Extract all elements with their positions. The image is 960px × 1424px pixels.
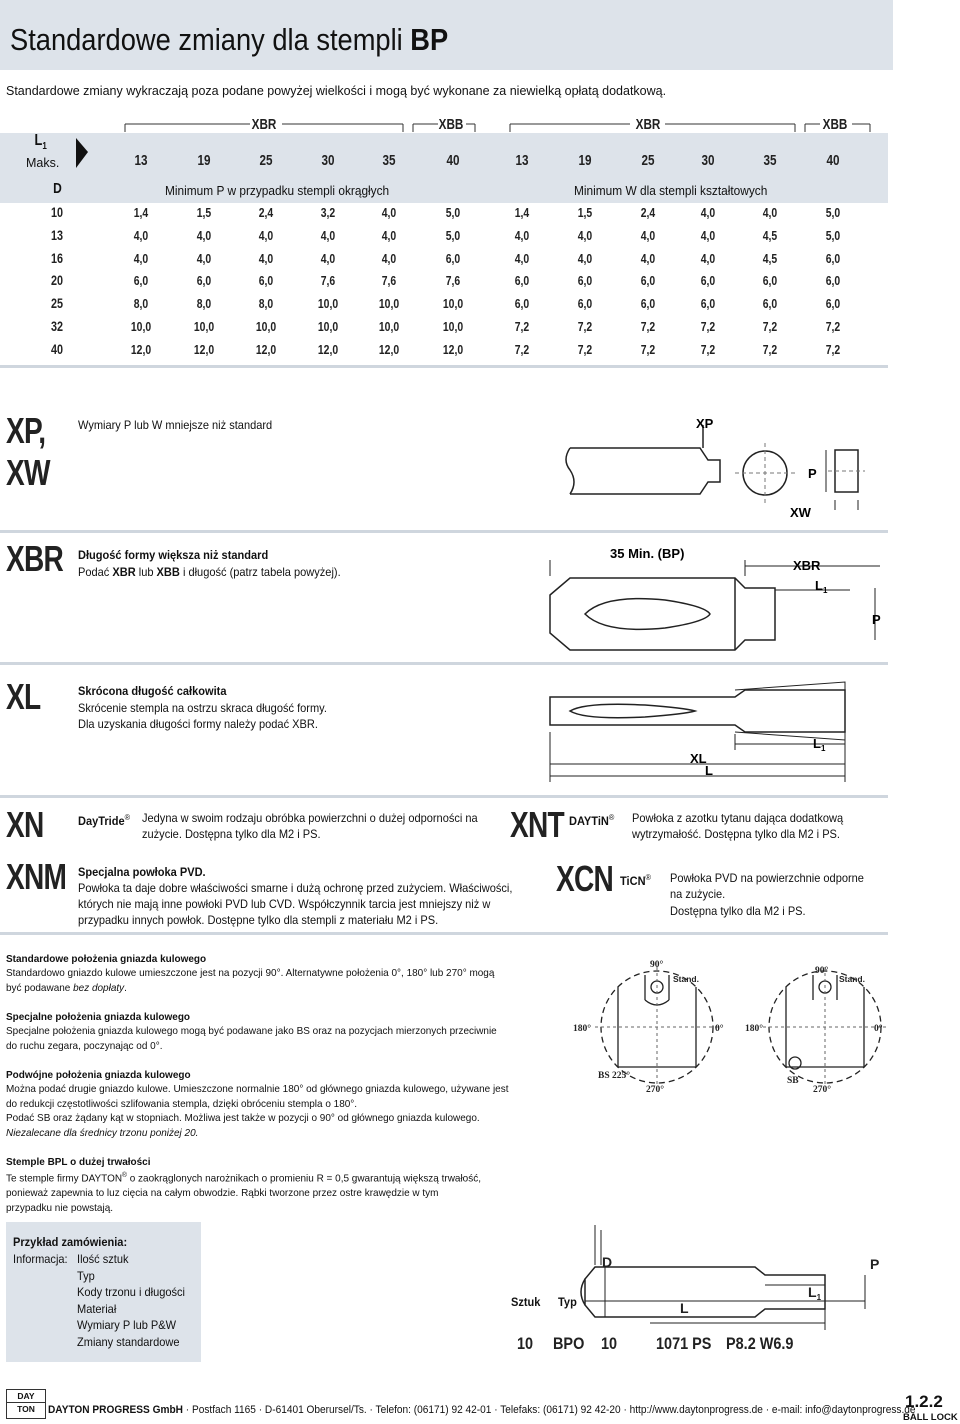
divider bbox=[0, 530, 888, 533]
cell-round: 8,0 bbox=[258, 296, 274, 312]
xnt-brand: DAYTiN® bbox=[569, 813, 615, 828]
diag2-sb: SB bbox=[787, 1076, 799, 1086]
cell-shaped: 5,0 bbox=[825, 227, 841, 243]
maks-label: Maks. bbox=[26, 156, 60, 170]
order-item: Zmiany standardowe bbox=[77, 1334, 180, 1349]
diag2-stand: Stand. bbox=[839, 974, 865, 984]
dayton-logo: DAY TON bbox=[6, 1389, 46, 1419]
cell-shaped: 7,2 bbox=[825, 319, 841, 334]
cell-shaped: 1,5 bbox=[577, 205, 593, 220]
cell-shaped: 7,2 bbox=[700, 319, 716, 334]
order-code-part: BPO bbox=[553, 1334, 585, 1353]
order-code-part: 10 bbox=[517, 1334, 534, 1353]
cell-round: 8,0 bbox=[196, 296, 212, 312]
cell-round: 1,5 bbox=[196, 205, 212, 220]
page-number: 1.2.2 bbox=[905, 1392, 943, 1411]
col-header-shaped: 30 bbox=[701, 152, 715, 169]
d-value: 25 bbox=[50, 296, 64, 312]
xcn-text-1: Powłoka PVD na powierzchnie odporne na zużycie. bbox=[670, 871, 864, 901]
divider bbox=[0, 662, 888, 665]
diag1-180: 180° bbox=[573, 1024, 592, 1034]
col-header-round: 13 bbox=[134, 152, 148, 169]
xl-text-1: Skrócenie stempla na ostrzu skraca długość formy. bbox=[78, 701, 327, 715]
col-header-shaped: 13 bbox=[515, 152, 529, 169]
group-xbb-round: XBB bbox=[438, 116, 464, 133]
col-header-shaped: 25 bbox=[641, 152, 655, 169]
cell-shaped: 6,0 bbox=[577, 296, 593, 312]
cell-shaped: 4,0 bbox=[640, 250, 656, 266]
divider bbox=[0, 795, 888, 798]
l1-label: $L_1$ bbox=[34, 132, 47, 153]
diag1-270: 270° bbox=[646, 1085, 665, 1095]
xnm-title: Specjalna powłoka PVD. bbox=[78, 865, 206, 879]
code-xn: XN bbox=[6, 804, 44, 845]
d-dim-label: D bbox=[602, 1254, 613, 1270]
cell-shaped: 7,2 bbox=[825, 341, 841, 357]
footer-text: DAYTON PROGRESS GmbH · Postfach 1165 · D-61401 Oberursel/Ts. · Telefon: (06171) 92 42-01 · Telefaks: (06171) 92 42-20 · http://www.daytonprogress.de · e-mail: info@daytonprogress.de bbox=[48, 1404, 916, 1416]
cell-round: 7,6 bbox=[445, 273, 461, 289]
cell-shaped: 7,2 bbox=[577, 319, 593, 334]
d-value: 32 bbox=[50, 319, 64, 334]
dbl-text-2: Podać SB oraz żądany kąt w stopniach. Możliwa jest także w pozycji o 90° od głównego gniazda kulowego. bbox=[6, 1112, 480, 1124]
cell-round: 7,6 bbox=[381, 273, 397, 289]
cell-round: 10,0 bbox=[193, 319, 215, 334]
cell-round: 5,0 bbox=[445, 205, 461, 220]
cell-shaped: 4,5 bbox=[762, 250, 778, 266]
code-xw: XW bbox=[6, 452, 50, 493]
cell-round: 10,0 bbox=[130, 319, 152, 334]
cell-shaped: 4,0 bbox=[700, 205, 716, 220]
cell-shaped: 6,0 bbox=[514, 273, 530, 289]
cell-round: 4,0 bbox=[196, 250, 212, 266]
std-text: Standardowo gniazdo kulowe umieszczone jest na pozycji 90°. Alternatywne położenia 0°, 180° lub 270° mogą być podawane bez dopłaty. bbox=[6, 967, 495, 994]
cell-shaped: 4,0 bbox=[514, 227, 530, 243]
l1-dim-label: $L_1$ bbox=[815, 578, 828, 595]
bpl-title: Stemple BPL o dużej trwałości bbox=[6, 1156, 151, 1168]
cell-round: 4,0 bbox=[320, 227, 336, 243]
p-dim-label: P bbox=[870, 1256, 880, 1272]
cell-shaped: 7,2 bbox=[700, 341, 716, 357]
xbr-diagram bbox=[545, 540, 890, 660]
diag1-bs: BS 225° bbox=[598, 1071, 631, 1081]
cell-round: 10,0 bbox=[442, 296, 464, 312]
d-label: D bbox=[53, 180, 62, 197]
page-subtitle: Standardowe zmiany wykraczają poza podane powyżej wielkości i mogą być wykonane za niewielką opłatą dodatkową. bbox=[6, 84, 667, 98]
cell-shaped: 7,2 bbox=[640, 319, 656, 334]
dbl-text-1: Można podać drugie gniazdo kulowe. Umieszczone normalnie 180° od głównego gniazda kulowego, używane jest do redukcji częstotliwości szlifowania stempla, dzięki obróceniu stempla o 180°. bbox=[6, 1083, 509, 1110]
cell-shaped: 7,2 bbox=[762, 319, 778, 334]
xl-title: Skrócona długość całkowita bbox=[78, 684, 227, 698]
group-xbr-shaped: XBR bbox=[635, 116, 661, 133]
spec-text: Specjalne położenia gniazda kulowego mogą być podawane jako BS oraz na pozycjach mierzonych przeciwnie do ruchu zegara, poczynając od 0°. bbox=[6, 1025, 497, 1052]
cell-shaped: 6,0 bbox=[577, 273, 593, 289]
cell-round: 4,0 bbox=[133, 250, 149, 266]
xl-diagram bbox=[545, 672, 890, 790]
xp-label: XP bbox=[696, 416, 714, 431]
cell-shaped: 6,0 bbox=[762, 296, 778, 312]
cell-shaped: 6,0 bbox=[700, 296, 716, 312]
cell-shaped: 6,0 bbox=[825, 250, 841, 266]
cell-round: 2,4 bbox=[258, 205, 274, 220]
cell-shaped: 4,0 bbox=[514, 250, 530, 266]
cell-shaped: 1,4 bbox=[514, 205, 530, 220]
cell-round: 5,0 bbox=[445, 227, 461, 243]
xp-diagram bbox=[560, 410, 890, 525]
order-item: Materiał bbox=[77, 1301, 117, 1316]
std-title: Standardowe położenia gniazda kulowego bbox=[6, 953, 207, 965]
col-header-round: 30 bbox=[321, 152, 335, 169]
l1-dim-label: $L_1$ bbox=[808, 1284, 822, 1302]
xw-label: XW bbox=[790, 505, 811, 520]
xn-brand: DayTride® bbox=[78, 813, 131, 828]
d-value: 10 bbox=[50, 205, 64, 220]
cell-shaped: 7,2 bbox=[514, 319, 530, 334]
order-code-part: P8.2 W6.9 bbox=[726, 1334, 794, 1353]
cell-shaped: 6,0 bbox=[762, 273, 778, 289]
cell-round: 4,0 bbox=[381, 250, 397, 266]
l-label: L bbox=[705, 763, 713, 778]
diag2-90: 90° bbox=[815, 966, 829, 976]
order-title: Przykład zamówienia: bbox=[13, 1235, 128, 1249]
order-info-label: Informacja: bbox=[13, 1252, 68, 1266]
dbl-text-italic: Niezalecane dla średnicy trzonu poniżej 20. bbox=[6, 1127, 199, 1139]
cell-shaped: 5,0 bbox=[825, 205, 841, 220]
cell-round: 12,0 bbox=[442, 341, 464, 357]
cell-round: 8,0 bbox=[133, 296, 149, 312]
cell-round: 10,0 bbox=[442, 319, 464, 334]
diag2-180: 180° bbox=[745, 1024, 764, 1034]
cell-shaped: 6,0 bbox=[700, 273, 716, 289]
cell-round: 12,0 bbox=[255, 341, 277, 357]
cell-round: 4,0 bbox=[258, 227, 274, 243]
cell-shaped: 6,0 bbox=[825, 273, 841, 289]
divider bbox=[0, 365, 888, 368]
cell-round: 4,0 bbox=[381, 205, 397, 220]
cell-round: 1,4 bbox=[133, 205, 149, 220]
order-diagram bbox=[525, 1225, 895, 1335]
cell-shaped: 4,0 bbox=[762, 205, 778, 220]
divider bbox=[0, 932, 888, 935]
code-xcn: XCN bbox=[556, 858, 613, 899]
cell-round: 4,0 bbox=[381, 227, 397, 243]
cell-round: 6,0 bbox=[445, 250, 461, 266]
arrow-right-icon bbox=[76, 138, 88, 168]
diag1-90: 90° bbox=[650, 960, 664, 970]
code-xnm: XNM bbox=[6, 856, 67, 897]
order-item: Typ bbox=[77, 1268, 95, 1283]
diag2-0: 0° bbox=[874, 1024, 883, 1034]
col-header-shaped: 19 bbox=[578, 152, 592, 169]
cell-round: 4,0 bbox=[133, 227, 149, 243]
xcn-text-2: Dostępna tylko dla M2 i PS. bbox=[670, 904, 806, 918]
xn-text: Jedyna w swoim rodzaju obróbka powierzchni o dużej odporności na zużycie. Dostępna tylko dla M2 i PS. bbox=[142, 811, 478, 841]
dbl-title: Podwójne położenia gniazda kulowego bbox=[6, 1069, 191, 1081]
d-value: 40 bbox=[50, 341, 64, 357]
p-label: P bbox=[808, 466, 817, 481]
order-code-part: 1071 PS bbox=[656, 1334, 712, 1353]
min-label: 35 Min. (BP) bbox=[610, 546, 685, 561]
d-value: 20 bbox=[50, 273, 64, 289]
code-xl: XL bbox=[6, 676, 41, 717]
xl-label: XL bbox=[690, 751, 707, 766]
cell-shaped: 7,2 bbox=[762, 341, 778, 357]
l-dim-label: L bbox=[680, 1300, 689, 1316]
cell-shaped: 6,0 bbox=[640, 296, 656, 312]
cell-round: 6,0 bbox=[133, 273, 149, 289]
cell-shaped: 7,2 bbox=[577, 341, 593, 357]
xnt-text: Powłoka z azotku tytanu dająca dodatkową wytrzymałość. Dostępna tylko dla M2 i PS. bbox=[632, 811, 844, 841]
caption-shaped: Minimum W dla stempli kształtowych bbox=[574, 184, 768, 198]
page-title: Standardowe zmiany dla stempli BP bbox=[10, 22, 449, 57]
col-header-round: 40 bbox=[446, 152, 460, 169]
cell-shaped: 4,0 bbox=[700, 227, 716, 243]
cell-shaped: 4,0 bbox=[577, 227, 593, 243]
d-value: 16 bbox=[50, 250, 64, 266]
xp-text: Wymiary P lub W mniejsze niż standard bbox=[78, 418, 273, 432]
cell-round: 12,0 bbox=[193, 341, 215, 357]
cell-shaped: 6,0 bbox=[514, 296, 530, 312]
xbr-title: Długość formy większa niż standard bbox=[78, 548, 269, 562]
col-header-round: 19 bbox=[197, 152, 211, 169]
cell-round: 12,0 bbox=[317, 341, 339, 357]
typ-label: Typ bbox=[558, 1295, 577, 1309]
xbr-dim-label: XBR bbox=[793, 558, 821, 573]
xnm-text: Powłoka ta daje dobre właściwości smarne i dużą ochronę przed zużyciem. Właściwości, których nie mają inne powłoki PVD lub CVD. Współczynnik tarcia jest mniejszy niż w przypadku innych powłok. Dostępne tylko dla stempli z materiału M2 i PS. bbox=[78, 881, 513, 927]
cell-shaped: 6,0 bbox=[640, 273, 656, 289]
bpl-text: Te stemple firmy DAYTON® o zaokrąglonych narożnikach o promieniu R = 0,5 gwarantują większą trwałość, ponieważ zapewnia to luz cięcia na całym obwodzie. Rąbki tworzone przez ostre krawędzie w tym przypadku nie powstają. bbox=[6, 1172, 481, 1214]
spec-title: Specjalne położenia gniazda kulowego bbox=[6, 1011, 191, 1023]
cell-round: 10,0 bbox=[317, 319, 339, 334]
cell-round: 3,2 bbox=[320, 205, 336, 220]
col-header-round: 35 bbox=[382, 152, 396, 169]
page-label: BALL LOCK bbox=[903, 1412, 958, 1423]
cell-round: 12,0 bbox=[130, 341, 152, 357]
cell-round: 10,0 bbox=[255, 319, 277, 334]
cell-round: 10,0 bbox=[317, 296, 339, 312]
cell-shaped: 4,0 bbox=[640, 227, 656, 243]
cell-round: 12,0 bbox=[378, 341, 400, 357]
cell-round: 4,0 bbox=[258, 250, 274, 266]
cell-round: 10,0 bbox=[378, 319, 400, 334]
cell-round: 10,0 bbox=[378, 296, 400, 312]
cell-round: 4,0 bbox=[196, 227, 212, 243]
order-code-part: 10 bbox=[601, 1334, 618, 1353]
cell-shaped: 6,0 bbox=[825, 296, 841, 312]
diag1-stand: Stand. bbox=[673, 974, 699, 984]
xl-text-2: Dla uzyskania długości formy należy podać XBR. bbox=[78, 717, 318, 731]
xcn-brand: TiCN® bbox=[620, 873, 651, 888]
col-header-shaped: 35 bbox=[763, 152, 777, 169]
cell-shaped: 7,2 bbox=[514, 341, 530, 357]
code-xnt: XNT bbox=[510, 804, 564, 845]
xbr-text: Podać XBR lub XBB i długość (patrz tabela powyżej). bbox=[78, 565, 341, 579]
cell-shaped: 2,4 bbox=[640, 205, 656, 220]
col-header-shaped: 40 bbox=[826, 152, 840, 169]
col-header-round: 25 bbox=[259, 152, 273, 169]
cell-round: 7,6 bbox=[320, 273, 336, 289]
code-xp: XP, bbox=[6, 410, 46, 451]
cell-shaped: 7,2 bbox=[640, 341, 656, 357]
cell-shaped: 4,0 bbox=[700, 250, 716, 266]
ball-lock-diagrams bbox=[565, 955, 895, 1100]
code-xbr: XBR bbox=[6, 538, 63, 579]
diag2-270: 270° bbox=[813, 1085, 832, 1095]
cell-round: 4,0 bbox=[320, 250, 336, 266]
sztuk-label: Sztuk bbox=[511, 1295, 541, 1309]
l1-label: $L_1$ bbox=[813, 736, 826, 753]
diag1-0: 0° bbox=[715, 1024, 724, 1034]
cell-shaped: 4,0 bbox=[577, 250, 593, 266]
p-dim-label: P bbox=[872, 612, 881, 627]
group-xbr-round: XBR bbox=[251, 116, 277, 133]
cell-round: 6,0 bbox=[196, 273, 212, 289]
group-xbb-shaped: XBB bbox=[822, 116, 848, 133]
order-item: Kody trzonu i długości bbox=[77, 1285, 186, 1299]
d-value: 13 bbox=[50, 227, 64, 243]
cell-round: 6,0 bbox=[258, 273, 274, 289]
order-item: Ilość sztuk bbox=[77, 1252, 129, 1266]
order-item: Wymiary P lub P&W bbox=[77, 1318, 177, 1332]
cell-shaped: 4,5 bbox=[762, 227, 778, 243]
caption-round: Minimum P w przypadku stempli okrągłych bbox=[165, 184, 390, 198]
